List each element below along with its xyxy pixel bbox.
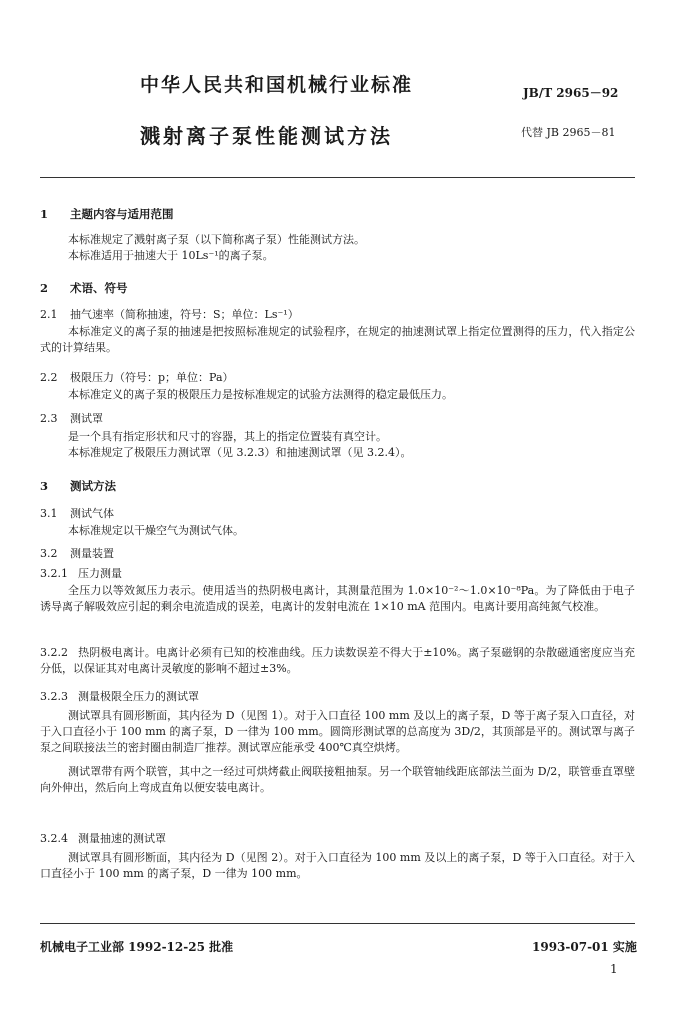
standard-number: JB/T 2965－92 <box>523 86 619 100</box>
section-title: 测试气体 <box>70 507 114 520</box>
section-number: 2.3 <box>40 412 58 425</box>
section-title: 术语、符号 <box>70 281 128 295</box>
section-3-1-body <box>40 523 635 539</box>
section-2-1-heading <box>40 306 299 322</box>
section-title: 抽气速率（简称抽速，符号：S；单位：Ls⁻¹） <box>70 308 299 321</box>
paragraph: 本标准规定了溅射离子泵（以下简称离子泵）性能测试方法。 <box>68 233 365 246</box>
top-rule <box>40 177 635 178</box>
section-2-2-body <box>40 387 635 403</box>
paragraph-text: 热阴极电离计。电离计必须有已知的校准曲线。压力读数误差不得大于±10%。离子泵磁钢的杂散磁通密度应当充分低，以保证其对电离计灵敏度的影响不超过±3%。 <box>40 646 635 675</box>
section-2-3-body <box>40 429 635 461</box>
section-3-2-3-body <box>40 708 635 796</box>
section-number: 3.2.2 <box>40 646 68 659</box>
paragraph: 是一个具有指定形状和尺寸的容器，其上的指定位置装有真空计。 <box>68 430 387 443</box>
section-number: 2.1 <box>40 308 58 321</box>
paragraph: 本标准定义的离子泵的抽速是把按照标准规定的试验程序，在规定的抽速测试罩上指定位置测得的压力，代入指定公式的计算结果。 <box>40 325 635 354</box>
section-1-heading <box>40 206 174 222</box>
section-3-2-1-body <box>40 583 635 615</box>
section-number: 2 <box>40 281 49 295</box>
paragraph: 测试罩带有两个联管，其中之一经过可烘烤截止阀联接粗抽泵。另一个联管轴线距底部法兰面为 D/2，联管垂直罩壁向外伸出，然后向上弯成直角以便安装电离计。 <box>40 765 635 794</box>
section-number: 3.2.3 <box>40 690 68 703</box>
section-3-2-1-heading <box>40 565 122 581</box>
section-3-2-3-heading <box>40 688 199 704</box>
section-title: 测试罩 <box>70 412 103 425</box>
section-2-1-body <box>40 324 635 356</box>
section-number: 1 <box>40 207 49 221</box>
section-3-2-4-body <box>40 850 635 882</box>
section-3-2-4-heading <box>40 830 166 846</box>
section-number: 2.2 <box>40 371 58 384</box>
section-2-3-heading <box>40 410 103 426</box>
section-number: 3.2.4 <box>40 832 68 845</box>
section-3-1-heading <box>40 505 114 521</box>
section-title: 压力测量 <box>78 567 122 580</box>
org-title: 中华人民共和国机械行业标准 <box>140 74 414 96</box>
implementation-date: 1993-07-01 实施 <box>532 940 637 954</box>
section-number: 3.2 <box>40 547 58 560</box>
section-title: 测量抽速的测试罩 <box>78 832 166 845</box>
section-title: 极限压力（符号：p；单位：Pa） <box>70 371 234 384</box>
section-3-2-heading <box>40 545 114 561</box>
section-2-2-heading <box>40 369 234 385</box>
paragraph: 测试罩具有圆形断面，其内径为 D（见图 2）。对于入口直径为 100 mm 及以上的离子泵，D 等于入口直径。对于入口直径小于 100 mm 的离子泵，D 一律为 100 mm。 <box>40 851 635 880</box>
section-title: 测量极限全压力的测试罩 <box>78 690 199 703</box>
section-1-body <box>40 232 635 264</box>
section-2-heading <box>40 280 128 296</box>
approval-note: 机械电子工业部 1992-12-25 批准 <box>40 940 234 954</box>
section-title: 主题内容与适用范围 <box>70 207 174 221</box>
page-number: 1 <box>610 962 618 976</box>
section-3-heading <box>40 478 116 494</box>
section-3-2-2-body <box>40 645 635 677</box>
section-number: 3.1 <box>40 507 58 520</box>
paragraph: 测试罩具有圆形断面，其内径为 D（见图 1）。对于入口直径 100 mm 及以上的离子泵，D 等于离子泵入口直径，对于入口直径小于 100 mm 的离子泵，D 一律为 100 mm。圆筒形测试罩的总高度为 3D/2，其顶部是平的。测试罩与离子泵之间联接法兰的密封圈由制造厂推荐。测试罩应能承受 400℃真空烘烤。 <box>40 709 635 754</box>
section-number: 3.2.1 <box>40 567 68 580</box>
paragraph: 本标准规定以干燥空气为测试气体。 <box>68 524 244 537</box>
paragraph <box>40 645 635 677</box>
section-title: 测试方法 <box>70 479 116 493</box>
section-number: 3 <box>40 479 49 493</box>
replaces-note: 代替 JB 2965－81 <box>521 126 616 139</box>
doc-title: 溅射离子泵性能测试方法 <box>140 124 393 148</box>
paragraph: 全压力以等效氮压力表示。使用适当的热阴极电离计，其测量范围为 1.0×10⁻²～1.0×10⁻⁸Pa。为了降低由于电子诱导离子解吸效应引起的剩余电流造成的误差，电离计的发射电流在 1×10 mA 范围内。电离计要用高纯氮气校准。 <box>40 584 635 613</box>
paragraph: 本标准规定了极限压力测试罩（见 3.2.3）和抽速测试罩（见 3.2.4）。 <box>68 446 412 459</box>
bottom-rule <box>40 923 635 924</box>
paragraph: 本标准适用于抽速大于 10Ls⁻¹的离子泵。 <box>68 249 274 262</box>
paragraph: 本标准定义的离子泵的极限压力是按标准规定的试验方法测得的稳定最低压力。 <box>68 388 453 401</box>
section-title: 测量装置 <box>70 547 114 560</box>
